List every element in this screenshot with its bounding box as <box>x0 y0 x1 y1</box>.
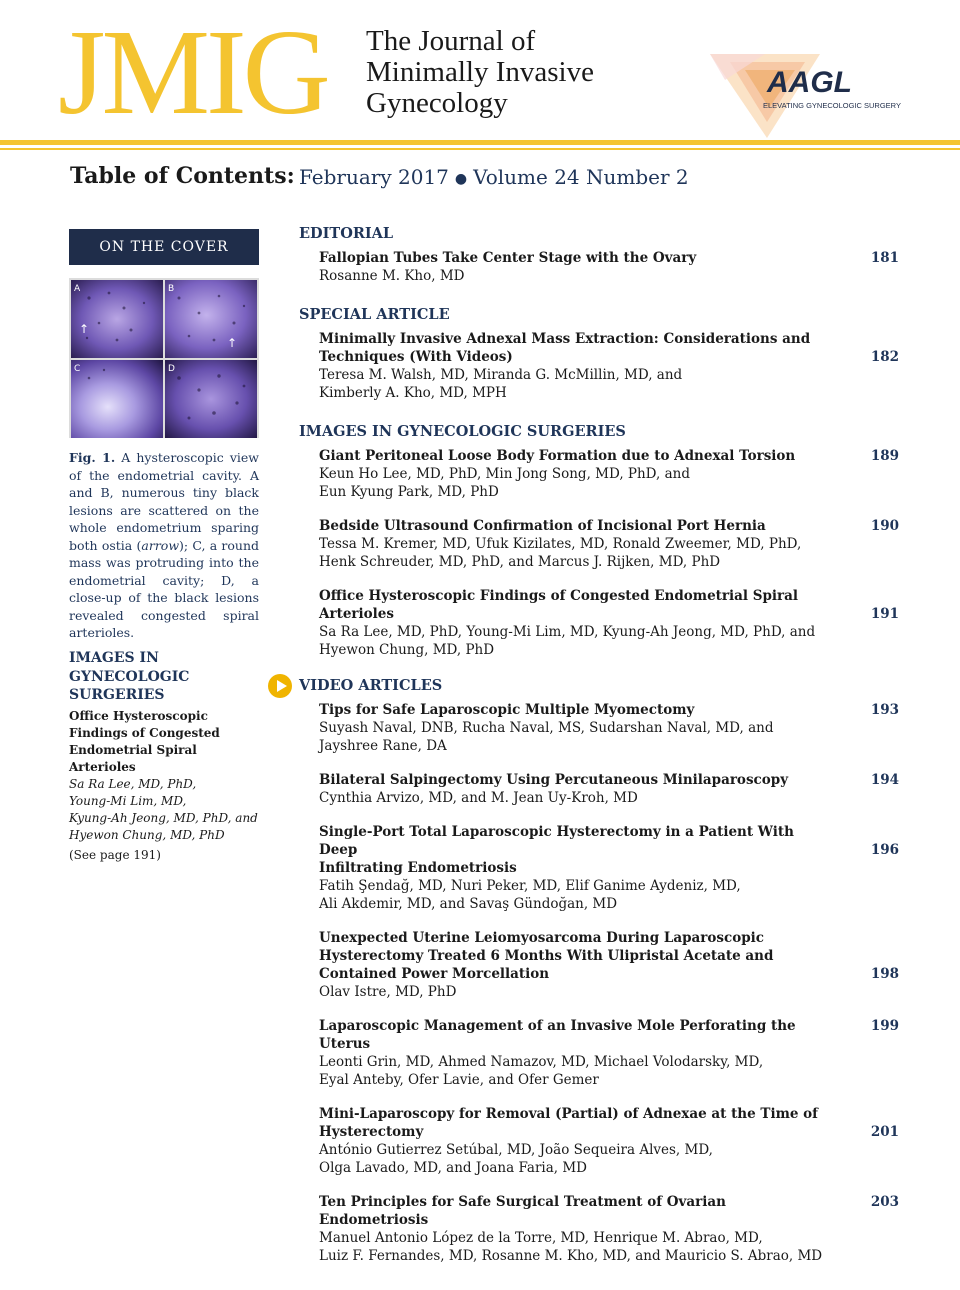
entry-page-number[interactable]: 203 <box>870 1194 899 1210</box>
issue-volume: Volume 24 Number 2 <box>473 165 689 189</box>
entry-authors <box>319 877 829 913</box>
entry-authors <box>319 535 829 571</box>
entry-title-line: Office Hysteroscopic Findings of Congested Endometrial Spiral <box>319 588 799 604</box>
entry-page-number[interactable]: 189 <box>870 448 899 464</box>
on-the-cover-label: ON THE COVER <box>69 229 259 265</box>
entry-author-line: Rosanne M. Kho, MD <box>319 268 465 284</box>
entry-title-line: Giant Peritoneal Loose Body Formation due to Adnexal Torsion <box>319 448 796 464</box>
arrow-icon: ↑ <box>227 336 238 350</box>
section-heading-text: VIDEO ARTICLES <box>299 677 443 694</box>
toc-entry[interactable] <box>319 1193 899 1265</box>
entry-title-line: Unexpected Uterine Leiomyosarcoma During Laparoscopic <box>319 930 765 946</box>
side-article-author: Young-Mi Lim, MD, <box>69 794 187 808</box>
entry-title-line: Fallopian Tubes Take Center Stage with the Ovary <box>319 250 697 266</box>
entry-title-line: Hysterectomy Treated 6 Months With Ulipristal Acetate and <box>319 948 774 964</box>
entry-title[interactable] <box>319 1017 819 1053</box>
entry-authors <box>319 623 829 659</box>
header-rule <box>0 140 960 145</box>
entry-authors <box>319 719 829 755</box>
entry-title[interactable] <box>319 1193 819 1229</box>
entry-author-line: Fatih Şendağ, MD, Nuri Peker, MD, Elif Ganime Aydeniz, MD, <box>319 878 741 894</box>
side-article-title: Office Hysteroscopic Findings of Congested Endometrial Spiral Arterioles <box>69 709 220 774</box>
caption-text: A hysteroscopic view of the endometrial cavity. A and B, numerous tiny black lesions are scattered on the whole endometrium sparing both ostia ( <box>69 450 259 553</box>
side-article-author: Sa Ra Lee, MD, PhD, <box>69 777 197 791</box>
entry-authors <box>319 465 829 501</box>
section-heading: EDITORIAL <box>299 225 394 242</box>
entry-page-number[interactable]: 193 <box>870 702 899 718</box>
toc-section <box>299 305 909 402</box>
entry-title-line: Mini-Laparoscopy for Removal (Partial) of Adnexae at the Time of <box>319 1106 818 1122</box>
entry-title[interactable] <box>319 929 819 983</box>
entry-page-number[interactable]: 198 <box>870 966 899 982</box>
entry-title-line: Tips for Safe Laparoscopic Multiple Myomectomy <box>319 702 695 718</box>
entry-author-line: Hyewon Chung, MD, PhD <box>319 642 495 658</box>
section-heading: SPECIAL ARTICLE <box>299 306 450 323</box>
cover-figure <box>69 278 259 438</box>
entry-title-line: Hysterectomy <box>319 1124 424 1140</box>
table-of-contents <box>299 224 909 1265</box>
entry-author-line: Keun Ho Lee, MD, PhD, Min Jong Song, MD, PhD, and <box>319 466 690 482</box>
entry-author-line: Cynthia Arvizo, MD, and M. Jean Uy-Kroh, MD <box>319 790 638 806</box>
toc-entry[interactable] <box>319 701 899 755</box>
toc-entry[interactable] <box>319 330 899 402</box>
entry-page-number[interactable]: 190 <box>870 518 899 534</box>
journal-title <box>366 26 594 119</box>
issue-line <box>299 165 689 189</box>
entry-title-line: Ten Principles for Safe Surgical Treatment of Ovarian Endometriosis <box>319 1194 726 1228</box>
panel-letter-c: C <box>74 364 81 374</box>
entry-authors <box>319 983 829 1001</box>
entry-author-line: Luiz F. Fernandes, MD, Rosanne M. Kho, MD, and Mauricio S. Abrao, MD <box>319 1248 823 1264</box>
toc-entry[interactable] <box>319 447 899 501</box>
entry-page-number[interactable]: 181 <box>870 250 899 266</box>
journal-title-line: The Journal of <box>366 25 536 57</box>
entry-author-line: António Gutierrez Setúbal, MD, João Sequeira Alves, MD, <box>319 1142 713 1158</box>
toc-section <box>299 224 909 285</box>
entry-title[interactable] <box>319 517 819 535</box>
entry-title-line: Single-Port Total Laparoscopic Hysterectomy in a Patient With Deep <box>319 824 794 858</box>
entry-authors <box>319 1141 829 1177</box>
entry-title-line: Bedside Ultrasound Confirmation of Incisional Port Hernia <box>319 518 766 534</box>
see-page-link[interactable]: (See page 191) <box>69 848 161 862</box>
caption-italic: arrow <box>141 537 180 553</box>
panel-letter-b: B <box>168 284 175 294</box>
entry-author-line: Manuel Antonio López de la Torre, MD, Henrique M. Abrao, MD, <box>319 1230 763 1246</box>
aagl-logo-text: AAGL <box>767 66 852 99</box>
entry-page-number[interactable]: 182 <box>870 349 899 365</box>
entry-author-line: Eyal Anteby, Ofer Lavie, and Ofer Gemer <box>319 1072 599 1088</box>
entry-title[interactable] <box>319 1105 819 1141</box>
side-article-author: Kyung-Ah Jeong, MD, PhD, and <box>69 811 258 825</box>
entry-author-line: Tessa M. Kremer, MD, Ufuk Kizilates, MD, Ronald Zweemer, MD, PhD, <box>319 536 802 552</box>
toc-entry[interactable] <box>319 1017 899 1089</box>
entry-title-line: Arterioles <box>319 606 394 622</box>
journal-title-line: Gynecology <box>366 87 508 119</box>
entry-author-line: Leonti Grin, MD, Ahmed Namazov, MD, Michael Volodarsky, MD, <box>319 1054 764 1070</box>
toc-entry[interactable] <box>319 587 899 659</box>
header-rule-thin <box>0 148 960 150</box>
entry-title-line: Contained Power Morcellation <box>319 966 550 982</box>
side-article <box>69 708 264 864</box>
toc-entry[interactable] <box>319 823 899 913</box>
entry-author-line: Ali Akdemir, MD, and Savaş Gündoğan, MD <box>319 896 618 912</box>
issue-bullet: ● <box>454 170 468 187</box>
entry-page-number[interactable]: 191 <box>870 606 899 622</box>
aagl-tagline: ELEVATING GYNECOLOGIC SURGERY <box>763 101 901 110</box>
toc-entry[interactable] <box>319 517 899 571</box>
panel-letter-a: A <box>74 284 81 294</box>
entry-title-line: Infiltrating Endometriosis <box>319 860 517 876</box>
entry-title-line: Laparoscopic Management of an Invasive Mole Perforating the Uterus <box>319 1018 796 1052</box>
entry-title[interactable] <box>319 249 819 267</box>
section-heading: IMAGES IN GYNECOLOGIC SURGERIES <box>299 423 626 440</box>
entry-page-number[interactable]: 199 <box>870 1018 899 1034</box>
entry-page-number[interactable]: 201 <box>870 1124 899 1140</box>
toc-entry[interactable] <box>319 771 899 807</box>
toc-section <box>299 676 909 1265</box>
entry-title-line: Techniques (With Videos) <box>319 349 513 365</box>
entry-page-number[interactable]: 196 <box>870 842 899 858</box>
toc-heading: Table of Contents: <box>70 163 295 189</box>
journal-title-line: Minimally Invasive <box>366 56 594 88</box>
entry-title[interactable] <box>319 447 819 465</box>
section-heading <box>299 676 909 695</box>
entry-title[interactable] <box>319 330 819 366</box>
side-article-author: Hyewon Chung, MD, PhD <box>69 828 225 842</box>
entry-title[interactable] <box>319 771 819 789</box>
entry-author-line: Jayshree Rane, DA <box>319 738 447 754</box>
masthead <box>0 0 960 150</box>
entry-authors <box>319 1229 829 1265</box>
toc-entry[interactable] <box>319 929 899 1001</box>
toc-entry[interactable] <box>319 1105 899 1177</box>
entry-title[interactable] <box>319 587 819 623</box>
entry-authors <box>319 267 829 285</box>
entry-author-line: Sa Ra Lee, MD, PhD, Young-Mi Lim, MD, Kyung-Ah Jeong, MD, PhD, and <box>319 624 816 640</box>
entry-title-line: Bilateral Salpingectomy Using Percutaneous Minilaparoscopy <box>319 772 789 788</box>
entry-title-line: Minimally Invasive Adnexal Mass Extraction: Considerations and <box>319 331 811 347</box>
entry-author-line: Henk Schreuder, MD, PhD, and Marcus J. Rijken, MD, PhD <box>319 554 721 570</box>
entry-author-line: Suyash Naval, DNB, Rucha Naval, MS, Sudarshan Naval, MD, and <box>319 720 774 736</box>
entry-author-line: Eun Kyung Park, MD, PhD <box>319 484 499 500</box>
entry-title[interactable] <box>319 701 819 719</box>
entry-page-number[interactable]: 194 <box>870 772 899 788</box>
entry-author-line: Kimberly A. Kho, MD, MPH <box>319 385 507 401</box>
entry-author-line: Olga Lavado, MD, and Joana Faria, MD <box>319 1160 588 1176</box>
cover-caption <box>69 449 259 642</box>
arrow-icon: ↑ <box>79 322 90 336</box>
entry-title[interactable] <box>319 823 819 877</box>
cover-lesion-dots <box>69 278 259 438</box>
jmig-logo: JMIG <box>58 5 327 140</box>
entry-author-line: Teresa M. Walsh, MD, Miranda G. McMillin, MD, and <box>319 367 683 383</box>
entry-author-line: Olav Istre, MD, PhD <box>319 984 457 1000</box>
side-section-title: IMAGES IN GYNECOLOGIC SURGERIES <box>69 650 190 703</box>
caption-prefix: Fig. 1. <box>69 450 116 465</box>
aagl-logo <box>705 50 910 142</box>
toc-section <box>299 422 909 659</box>
panel-letter-d: D <box>168 364 175 374</box>
issue-date: February 2017 <box>299 165 449 189</box>
entry-authors <box>319 789 829 807</box>
toc-entry[interactable] <box>319 249 899 285</box>
entry-authors <box>319 1053 829 1089</box>
video-play-icon <box>268 674 292 698</box>
caption-text-end: ); C, a round mass was protruding into the endometrial cavity; D, a close-up of the black lesions revealed congested spiral arterioles. <box>69 537 259 640</box>
entry-authors <box>319 366 829 402</box>
